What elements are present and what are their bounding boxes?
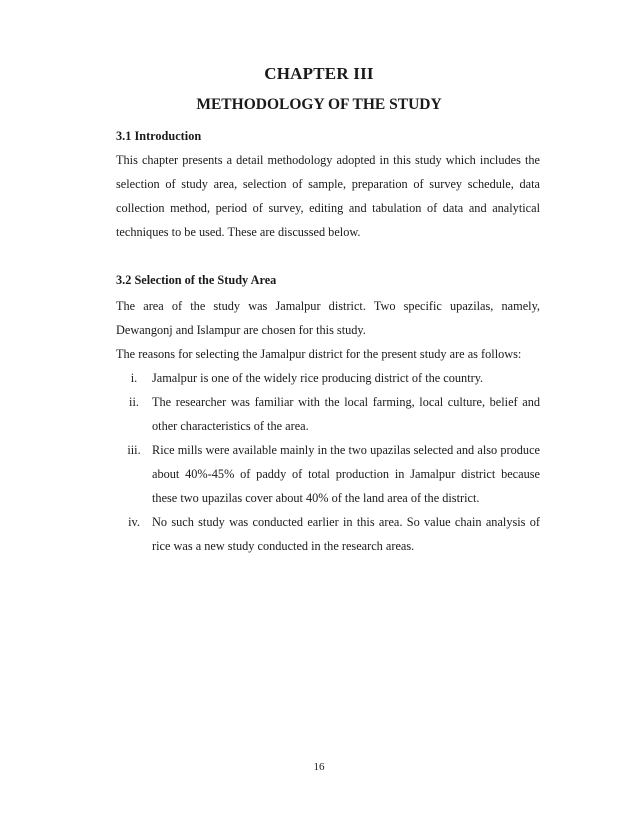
list-item-text: The researcher was familiar with the local farming, local culture, belief and other characteristics of the area.: [152, 395, 540, 433]
list-item: [116, 390, 540, 438]
introduction-paragraph: This chapter presents a detail methodology adopted in this study which includes the selection of study area, selection of sample, preparation of survey schedule, data collection method, period of survey, editing and tabulation of data and analytical techniques to be used. These are discussed below.: [116, 153, 540, 239]
list-item: [116, 438, 540, 510]
list-item-text: Rice mills were available mainly in the two upazilas selected and also produce about 40%-45% of paddy of total production in Jamalpur district because these two upazilas cover about 40% of the land area of the district.: [152, 443, 540, 505]
reasons-list: [116, 366, 540, 558]
section-heading-introduction: 3.1 Introduction: [116, 129, 202, 143]
section-heading-study-area: 3.2 Selection of the Study Area: [116, 273, 277, 287]
page-content: [116, 124, 540, 558]
list-marker: iv.: [128, 515, 140, 529]
list-marker: ii.: [129, 395, 139, 409]
list-item-text: Jamalpur is one of the widely rice producing district of the country.: [152, 371, 484, 385]
list-item: [116, 366, 540, 390]
list-item-text: No such study was conducted earlier in this area. So value chain analysis of rice was a new study conducted in the research areas.: [152, 515, 540, 553]
study-area-paragraph: The area of the study was Jamalpur district. Two specific upazilas, namely, Dewangonj and Islampur are chosen for this study.: [116, 299, 540, 337]
list-marker: i.: [130, 371, 138, 385]
section-spacer: [116, 244, 540, 268]
chapter-title: METHODOLOGY OF THE STUDY: [196, 96, 442, 113]
reasons-intro-paragraph: The reasons for selecting the Jamalpur district for the present study are as follows:: [116, 347, 522, 361]
chapter-label: CHAPTER III: [264, 64, 374, 83]
list-item: [116, 510, 540, 558]
page-number: 16: [313, 761, 325, 773]
list-marker: iii.: [127, 443, 141, 457]
